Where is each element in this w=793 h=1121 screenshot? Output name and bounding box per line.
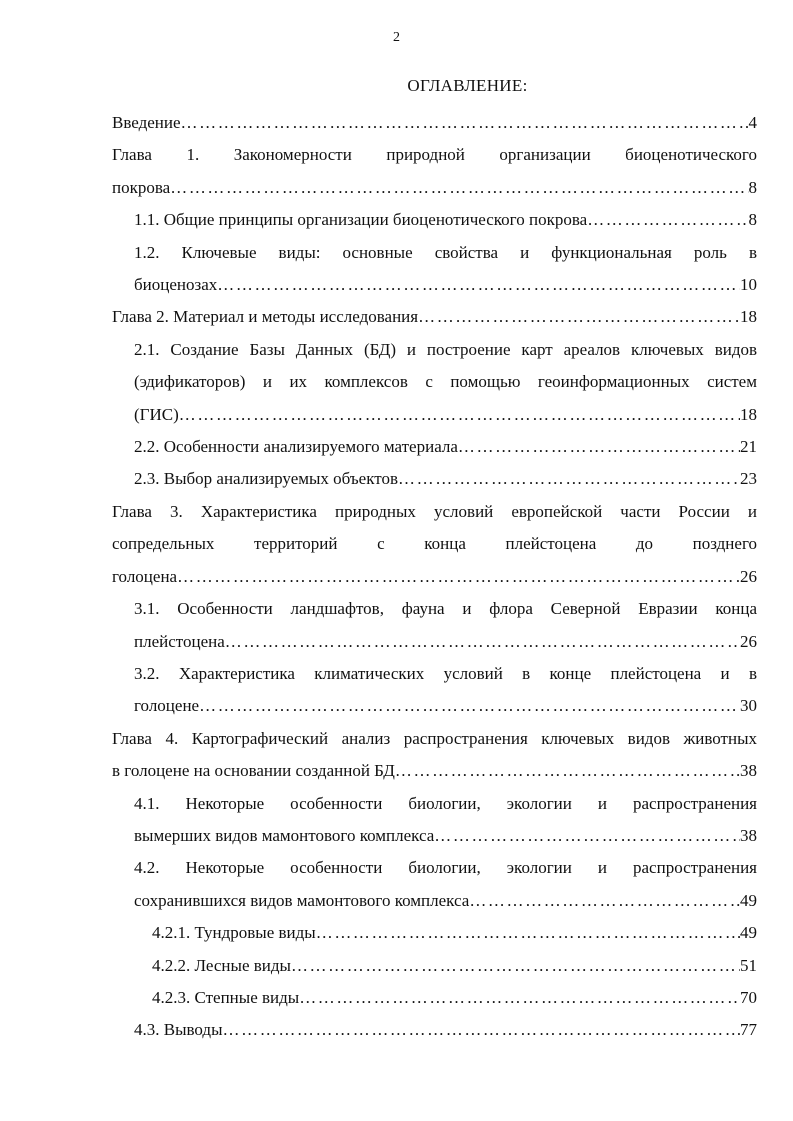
leader-dots [458, 431, 740, 463]
entry-text: Глава 1. Закономерности природной организации биоценотического [112, 145, 757, 165]
leader-dots [177, 561, 740, 593]
entry-text: 4.2. Некоторые особенности биологии, экологии и распространения [134, 858, 757, 878]
entry-text: Глава 2. Материал и методы исследования [112, 307, 419, 327]
entry-page: 10 [740, 275, 757, 295]
entry-text: 1.1. Общие принципы организации биоценотического покрова [134, 210, 588, 230]
toc-entry-section-3-1 [112, 593, 757, 658]
entry-text: плейстоцена [134, 631, 225, 651]
entry-page: 21 [740, 437, 757, 457]
entry-page: 51 [740, 955, 757, 975]
leader-dots [291, 950, 740, 982]
entry-text: 3.2. Характеристика климатических условий в конце плейстоцена и в [134, 663, 757, 683]
entry-page: 8 [748, 210, 757, 230]
entry-page: 38 [740, 825, 757, 845]
entry-text: 4.2.3. Степные виды [152, 987, 300, 1007]
toc-entry-section-4-3 [112, 1014, 757, 1046]
leader-dots [398, 463, 740, 495]
entry-text: (ГИС) [134, 404, 179, 424]
toc-entry-section-2-3 [112, 463, 757, 495]
toc-entry-chapter-2 [112, 301, 757, 333]
toc-entry-section-1-1 [112, 204, 757, 236]
toc-entry-section-2-1 [112, 334, 757, 431]
entry-text: 2.1. Создание Базы Данных (БД) и построение карт ареалов ключевых видов [134, 339, 757, 359]
entry-text: 4.2.2. Лесные виды [152, 955, 291, 975]
entry-text: сохранившихся видов мамонтового комплекса [134, 890, 470, 910]
entry-text: покрова [112, 177, 171, 197]
entry-page: 70 [740, 987, 757, 1007]
entry-page: 38 [740, 761, 757, 781]
entry-page: 26 [740, 631, 757, 651]
leader-dots [469, 885, 740, 917]
toc-entry-section-4-2-3 [112, 982, 757, 1014]
entry-text: в голоцене на основании созданной БД [112, 761, 395, 781]
entry-text: биоценозах [134, 275, 218, 295]
leader-dots [434, 820, 740, 852]
toc-entry-section-3-2 [112, 658, 757, 723]
leader-dots [223, 1014, 740, 1046]
leader-dots [199, 690, 740, 722]
entry-text: вымерших видов мамонтового комплекса [134, 825, 435, 845]
entry-text: Введение [112, 113, 181, 132]
leader-dots [299, 982, 740, 1014]
entry-page: 49 [740, 923, 757, 943]
entry-page: 8 [748, 177, 757, 197]
toc-entry-section-4-1 [112, 788, 757, 853]
entry-page: 18 [740, 404, 757, 424]
entry-page: 23 [740, 469, 757, 489]
entry-page: 77 [740, 1020, 757, 1040]
entry-text: голоцена [112, 566, 178, 586]
table-of-contents [112, 107, 757, 1047]
toc-entry-section-2-2 [112, 431, 757, 463]
entry-text: Глава 4. Картографический анализ распространения ключевых видов животных [112, 728, 757, 748]
toc-entry-section-4-2-2 [112, 950, 757, 982]
entry-page: 30 [740, 696, 757, 716]
entry-text: голоцене [134, 696, 200, 716]
entry-text: 2.2. Особенности анализируемого материала [134, 437, 458, 457]
toc-entry-introduction [112, 107, 757, 139]
toc-entry-chapter-1 [112, 139, 757, 204]
page-number: 2 [393, 30, 400, 45]
leader-dots [170, 172, 748, 204]
entry-text: 4.1. Некоторые особенности биологии, экологии и распространения [134, 793, 757, 813]
leader-dots [181, 107, 749, 139]
entry-text: 1.2. Ключевые виды: основные свойства и функциональная роль в [134, 242, 757, 262]
leader-dots [316, 917, 740, 949]
entry-text: сопредельных территорий с конца плейстоцена до позднего [112, 534, 757, 554]
entry-text: 4.3. Выводы [134, 1020, 223, 1040]
entry-text: 3.1. Особенности ландшафтов, фауна и флора Северной Евразии конца [134, 599, 757, 619]
leader-dots [395, 755, 740, 787]
toc-entry-chapter-4 [112, 723, 757, 788]
toc-entry-section-4-2 [112, 852, 757, 917]
toc-entry-section-1-2 [112, 237, 757, 302]
entry-text: 4.2.1. Тундровые виды [152, 923, 316, 943]
toc-entry-section-4-2-1 [112, 917, 757, 949]
entry-page: 18 [740, 307, 757, 327]
entry-page: 4 [748, 113, 757, 132]
leader-dots [418, 301, 740, 333]
entry-text: Глава 3. Характеристика природных условий европейской части России и [112, 501, 757, 521]
leader-dots [179, 399, 740, 431]
toc-entry-chapter-3 [112, 496, 757, 593]
leader-dots [587, 204, 748, 236]
toc-title: ОГЛАВЛЕНИЕ: [407, 76, 528, 95]
entry-page: 49 [740, 890, 757, 910]
entry-text: (эдификаторов) и их комплексов с помощью геоинформационных систем [134, 372, 757, 392]
entry-page: 26 [740, 566, 757, 586]
entry-text: 2.3. Выбор анализируемых объектов [134, 469, 398, 489]
leader-dots [217, 269, 740, 301]
leader-dots [225, 626, 740, 658]
